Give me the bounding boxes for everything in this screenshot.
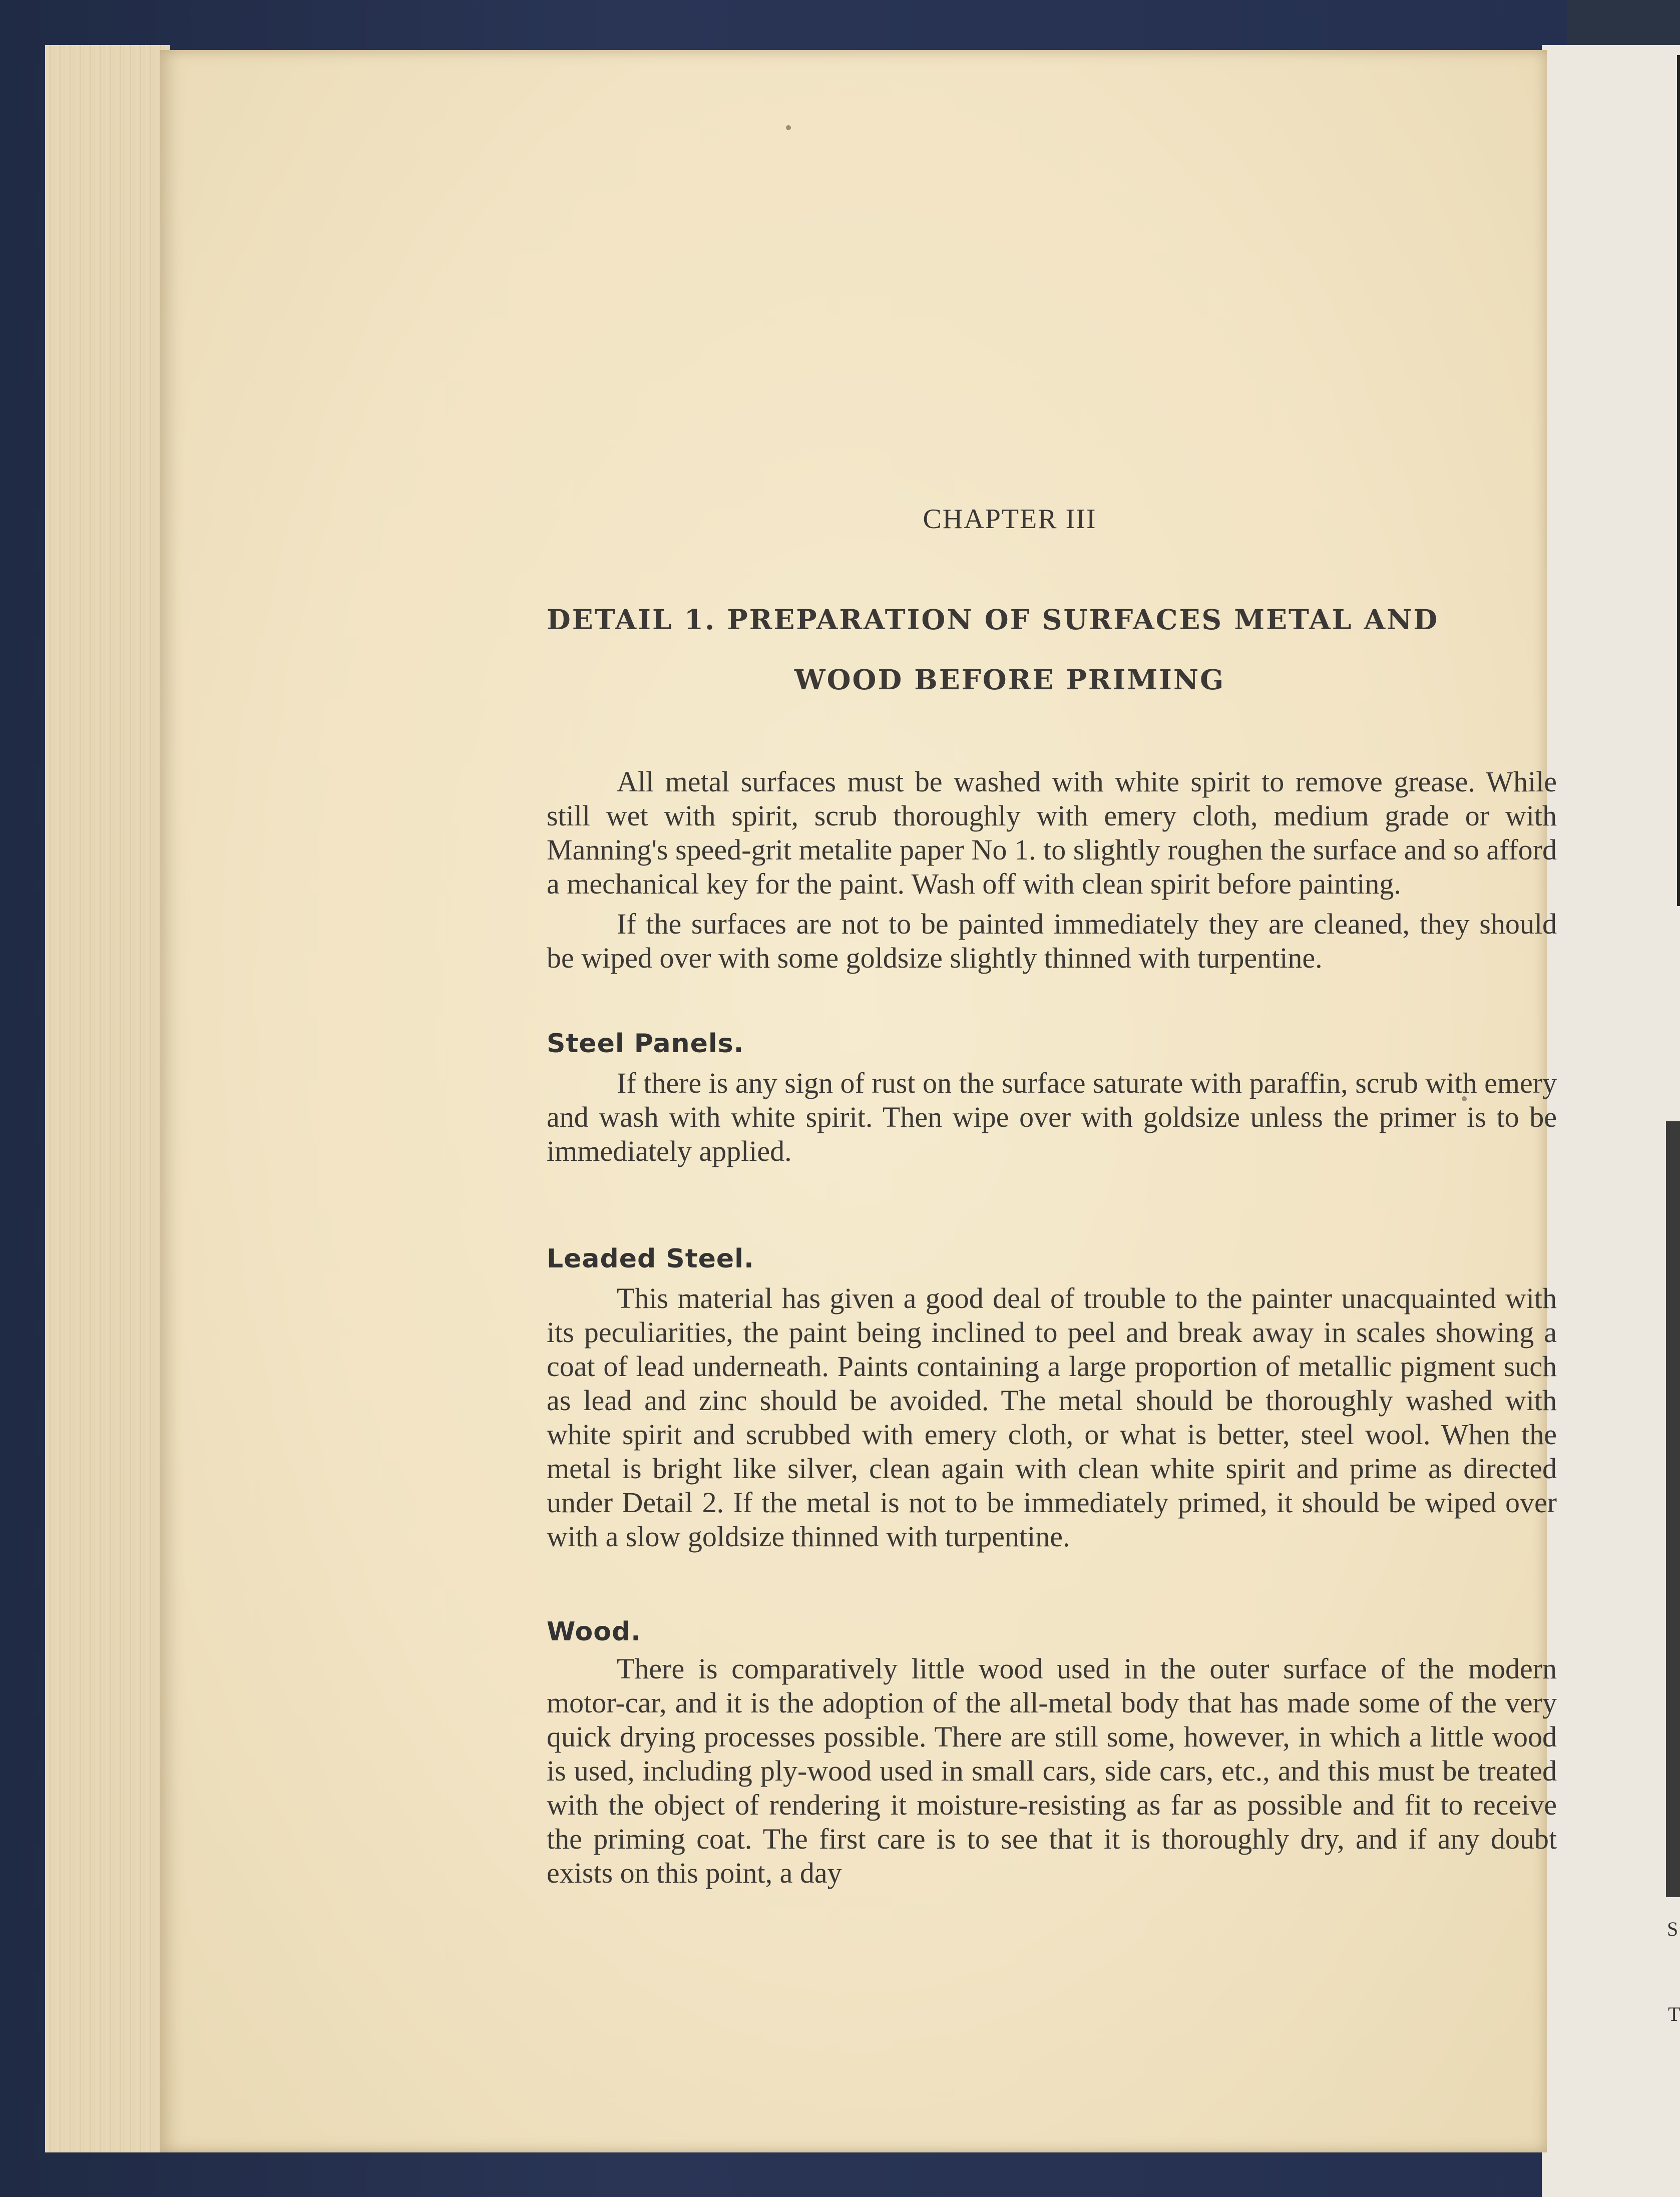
steel-panels-text — [547, 1066, 1557, 1168]
adjacent-photo-edge — [1666, 1121, 1680, 1897]
adjacent-page-letter: T — [1668, 2003, 1680, 2025]
subheading-leaded-steel: Leaded Steel. — [547, 1244, 754, 1274]
leaded-steel-text — [547, 1281, 1557, 1554]
adjacent-page-letter: S — [1667, 1918, 1678, 1940]
chapter-heading: CHAPTER III — [923, 504, 1097, 535]
paper-speck — [786, 125, 791, 130]
paragraph: There is comparatively little wood used in the outer surface of the modern motor-car, and it is the adoption of the all-metal body that has made some of the very quick drying processes possible. There are still some, however, in which a little wood is used, including ply-wood used in small cars, side cars, etc., and this must be treated with the object of rendering it moisture-resisting as far as possible and fit to receive the priming coat. The first care is to see that it is thoroughly dry, and if any doubt exists on this point, a day — [547, 1652, 1557, 1889]
section-title-line-1: DETAIL 1. PREPARATION OF SURFACES METAL AND — [547, 603, 1439, 636]
subheading-wood: Wood. — [547, 1617, 641, 1647]
paragraph: If there is any sign of rust on the surface saturate with paraffin, scrub with emery and wash with white spirit. Then wipe over with goldsize unless the primer is to be immediately applied. — [547, 1067, 1557, 1167]
adjacent-photo-edge — [1677, 55, 1680, 906]
adjacent-page — [1542, 45, 1680, 2197]
paragraph: This material has given a good deal of trouble to the painter unacquainted with its peculiarities, the paint being inclined to peel and break away in scales showing a coat of lead underneath. Paints containing a large proportion of metallic pigment such as lead and zinc should be avoided. The metal should be thoroughly washed with white spirit and scrubbed with emery cloth, or what is better, steel wool. When the metal is bright like silver, clean again with clean white spirit and prime as directed under Detail 2. If the metal is not to be immediately primed, it should be wiped over with a slow goldsize thinned with turpentine. — [547, 1282, 1557, 1553]
book-page — [160, 50, 1557, 2152]
paragraph: If the surfaces are not to be painted immediately they are cleaned, they should be wiped over with some goldsize slightly thinned with turpentine. — [547, 908, 1557, 974]
page-edges — [45, 45, 170, 2152]
subheading-steel-panels: Steel Panels. — [547, 1029, 744, 1059]
paragraph: All metal surfaces must be washed with white spirit to remove grease. While still wet with spirit, scrub thoroughly with emery cloth, medium grade or with Manning's speed-grit metalite paper No 1. to slightly roughen the surface and so afford a mechanical key for the paint. Wash off with clean spirit before painting. — [547, 765, 1557, 900]
wood-text — [547, 1652, 1557, 1890]
intro-text — [547, 765, 1557, 975]
section-title-line-2: WOOD BEFORE PRIMING — [794, 663, 1225, 696]
